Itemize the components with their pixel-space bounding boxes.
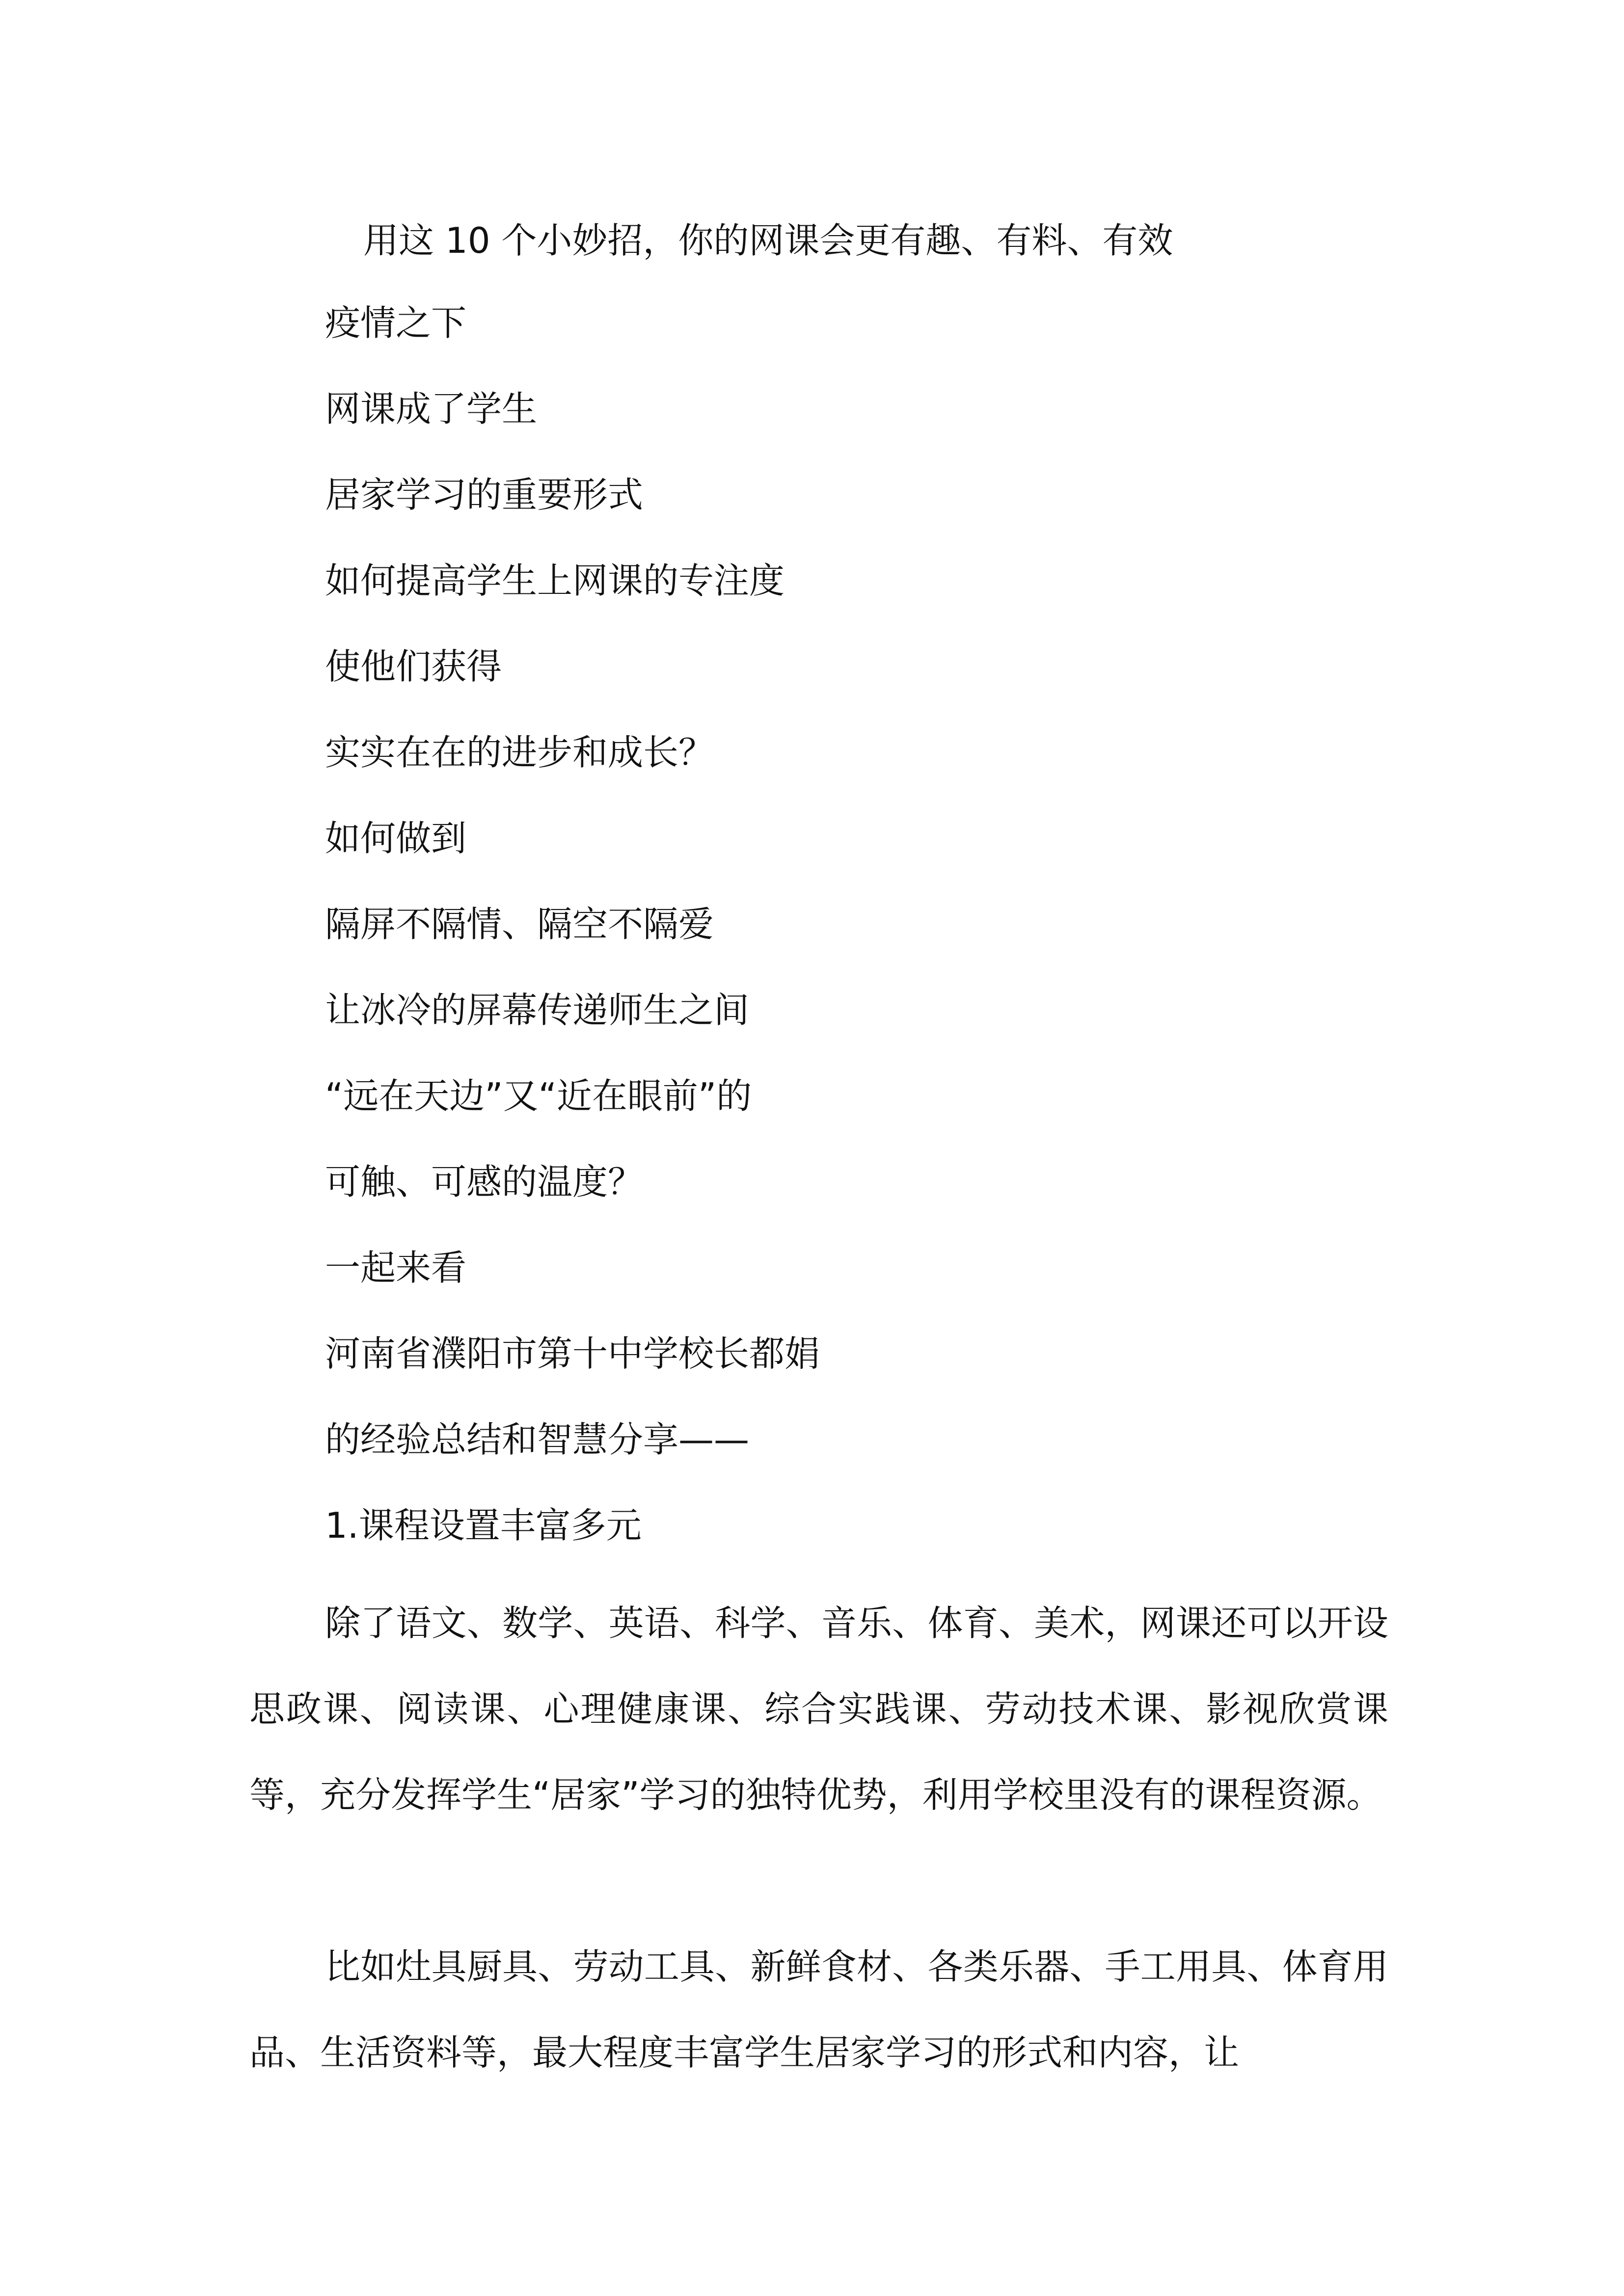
text-line: 疫情之下 [325, 302, 467, 344]
text-line: “远在天边”又“近在眼前”的 [325, 1075, 752, 1117]
text-line: 的经验总结和智慧分享—— [325, 1419, 750, 1460]
body-paragraph: 除了语文、数学、英语、科学、音乐、体育、美术，网课还可以开设思政课、阅读课、心理健康课、综合实践课、劳动技术课、影视欣赏课等，充分发挥学生“居家”学习的独特优势，利用学校里没有的课程资源。 [249, 1602, 1388, 1815]
text-line: 使他们获得 [325, 646, 502, 687]
text-line: 一起来看 [325, 1247, 467, 1288]
text-line: 如何提高学生上网课的专注度 [325, 560, 785, 601]
text-line: 如何做到 [325, 818, 467, 859]
intro-lines [325, 298, 820, 1587]
text-line: 隔屏不隔情、隔空不隔爱 [325, 904, 714, 945]
document-title: 用这 10 个小妙招，你的网课会更有趣、有料、有效 [363, 220, 1173, 261]
text-line: 可触、可感的温度？ [325, 1161, 644, 1202]
body-paragraph: 比如灶具厨具、劳动工具、新鲜食材、各类乐器、手工用具、体育用品、生活资料等，最大程度丰富学生居家学习的形式和内容，让 [249, 1946, 1388, 2073]
text-line: 网课成了学生 [325, 388, 538, 429]
section-heading: 1.课程设置丰富多元 [325, 1505, 642, 1546]
text-line: 居家学习的重要形式 [325, 474, 644, 515]
text-line: 实实在在的进步和成长？ [325, 732, 714, 773]
text-line: 让冰冷的屏幕传递师生之间 [325, 989, 750, 1031]
text-line: 河南省濮阳市第十中学校长都娟 [325, 1333, 820, 1374]
